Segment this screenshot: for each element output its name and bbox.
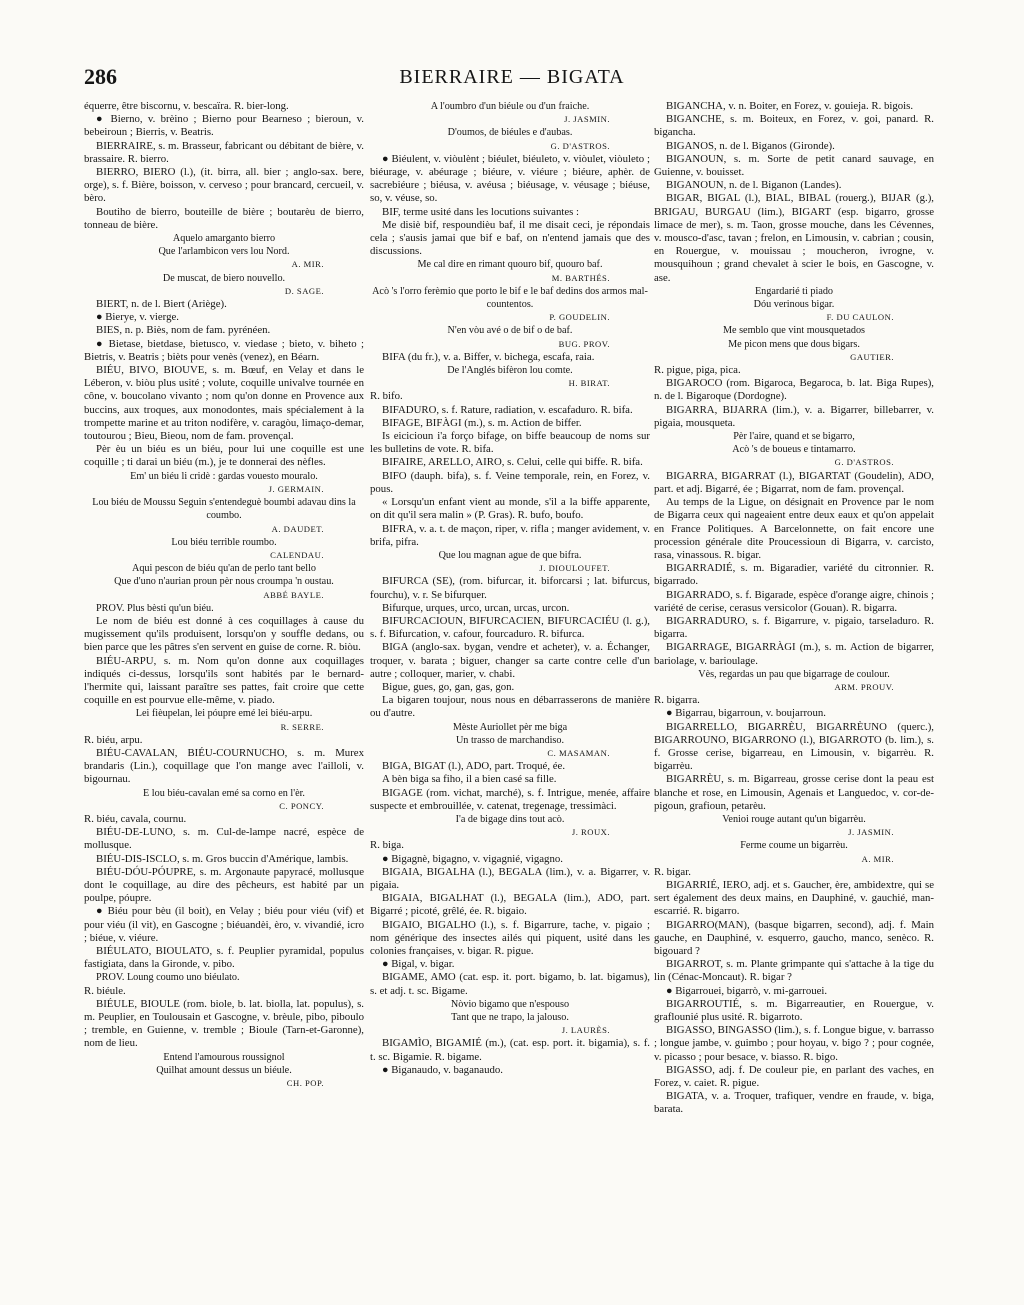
- dictionary-entry: BIFO (dauph. bifa), s. f. Veine temporale, rein, en Forez, v. pous.: [370, 469, 650, 495]
- quotation-line: Lou biéu terrible roumbo.: [171, 536, 277, 548]
- quotation-author: CH. POP.: [286, 1078, 324, 1089]
- dictionary-entry: Bigue, gues, go, gan, gas, gon.: [382, 680, 515, 693]
- dictionary-entry: BIGARRADURO, s. f. Bigarrure, v. pigaio, tarseladuro. R. bigarra.: [654, 614, 934, 641]
- quotation-author: J. JASMIN.: [848, 827, 894, 838]
- quotation-line: Que l'arlambicon vers lou Nord.: [158, 246, 290, 258]
- dictionary-entry: BIGARRO(MAN), (basque bigarren, second), adj. f. Main gauche, en Dauphiné, v. esquerro, gaucho, manco, senèco. R. bigouard ?: [654, 918, 934, 957]
- column-right: [654, 100, 934, 1290]
- proverb-line: PROV. Plus bèsti qu'un biéu.: [96, 602, 214, 614]
- dictionary-entry: Au temps de la Ligue, on désignait en Provence par le nom de Bigarra ceux qui nageaient entre deux eaux et qu'on appelait en France Politiques. A Barcelonnette, on fait encore une procession générale dite Proucessioun di Bigarra, v. carcisto, rasa, vinassous. R. bigar.: [654, 496, 934, 561]
- quotation-author: BUG. PROV.: [558, 338, 610, 349]
- quotation-author: A. MIR.: [291, 259, 324, 270]
- dictionary-entry: BIGANOUN, n. de l. Biganon (Landes).: [666, 179, 842, 192]
- quotation-author: D. SAGE.: [284, 285, 324, 296]
- dictionary-entry: BIÉU, BIVO, BIOUVE, s. m. Bœuf, en Velay et dans le Léberon, v. biòu plus usité ; volute, coquille univalve tournée en cône, v. boucolano vivanto ; nom qu'on donne en Provence aux buccins, aux troques, aux monodontes, mais spécialement à la trompette marine et au triton nodifère, v. caragòu, limaço-demar, toutourou ; Bieu, Bieou, nom de fam. provençal.: [84, 364, 364, 443]
- quotation-author: J. LAURÈS.: [561, 1025, 610, 1036]
- dictionary-entry: BIGAROCO (rom. Bigaroca, Begaroca, b. lat. Biga Rupes), n. de l. Bigaroque (Dordogne).: [654, 377, 934, 403]
- quotation-author: A. DAUDET.: [271, 523, 324, 534]
- quotation-line: Vès, regardas un pau que bigarrage de coulour.: [698, 668, 890, 680]
- dictionary-entry: BIGARROUTIÉ, s. m. Bigarreautier, en Rouergue, v. graflounié plus usité. R. bigarroto.: [654, 997, 934, 1024]
- entry-continuation: R. bigarra.: [654, 694, 700, 707]
- quotation-author: R. SERRE.: [280, 721, 324, 732]
- dictionary-entry: ● Biéu pour bèu (il boit), en Velay ; biéu pour viéu (vif) et pour viéu (il vit), en Gascogne ; biéuandèi, èro, v. vivandié, icro ; biéue, v. viéure.: [84, 905, 364, 944]
- dictionary-entry: Le nom de biéu est donné à ces coquillages à cause du mugissement qu'ils produisent, lorsqu'on y souffle dedans, ou bien parce que les pâtres s'en servent en guise de corne. R. biòu.: [84, 614, 364, 654]
- dictionary-entry: BIGARRADIÉ, s. m. Bigaradier, variété du citronnier. R. bigarrado.: [654, 562, 934, 588]
- entry-continuation: R. biéu, cavala, cournu.: [84, 812, 187, 825]
- quotation-line: Lou biéu de Moussu Seguin s'entendeguè boumbi adavau dins la coumbo.: [92, 497, 356, 522]
- dictionary-entry: BIES, n. p. Biès, nom de fam. pyrénéen.: [96, 324, 271, 337]
- quotation-line: Lei fièupelan, lei póupre emé lei biéu-arpu.: [135, 708, 313, 720]
- column-left: [84, 100, 364, 1290]
- dictionary-entry: BIGAIA, BIGALHAT (l.), BEGALA (lim.), ADO, part. Bigarré ; picoté, grêlé, ée. R. bigaio.: [370, 892, 650, 918]
- quotation-author: P. GOUDELIN.: [549, 312, 610, 323]
- proverb-line: PROV. Loung coumo uno biéulato.: [96, 972, 240, 984]
- quotation-line: Aquelo amarganto bierro: [172, 233, 276, 245]
- dictionary-entry: ● Biganaudo, v. baganaudo.: [382, 1063, 503, 1076]
- dictionary-entry: Bifurque, urques, urco, urcan, urcas, urcon.: [382, 601, 570, 614]
- dictionary-entry: BIGAME, AMO (cat. esp. it. port. bigamo, b. lat. bigamus), s. et adj. t. sc. Bigame.: [370, 971, 650, 997]
- dictionary-entry: BIERRO, BIERO (l.), (it. birra, all. bier ; anglo-sax. bere, orge), s. f. Bière, boisson, v. cerveso ; pour brancard, cercueil, v. bèro.: [84, 166, 364, 205]
- quotation-line: Em' un biéu li cridè : gardas vouesto mouralo.: [130, 470, 318, 482]
- dictionary-entry: ● Biéulent, v. viòulènt ; biéulet, biéuleto, v. viòulet, viòuleto ; biéurage, v. abéurage ; biéure, v. viéure ; biéure, aphèr. de sacrebiéure ; biéusa, v. avéusa ; biéusage, v. véusage ; biéuse, so, v. véuse, so.: [370, 152, 650, 205]
- dictionary-entry: BIFAIRE, ARELLO, AIRO, s. Celui, celle qui biffe. R. bifa.: [382, 456, 643, 469]
- quotation-line: N'en vòu avé o de bif o de baf.: [447, 325, 573, 337]
- quotation-line: Que d'uno n'aurian proun pèr nous croumpa 'n oustau.: [114, 576, 334, 588]
- dictionary-entry: BIERT, n. de l. Biert (Ariège).: [96, 298, 227, 311]
- quotation-author: J. DIOULOUFET.: [539, 563, 610, 574]
- quotation-author: G. D'ASTROS.: [550, 140, 610, 151]
- dictionary-entry: BIGAGE (rom. vichat, marché), s. f. Intrigue, menée, affaire suspecte et embrouillée, v. catenat, tregenage, tressimàci.: [370, 786, 650, 812]
- dictionary-entry: BIGA (anglo-sax. bygan, vendre et acheter), v. a. Échanger, troquer, v. barata ; biguer, changer sa carte contre celle d'un autre ; colloquer, marier, v. chabi.: [370, 641, 650, 680]
- dictionary-entry: BIGAMÌO, BIGAMIÉ (m.), (cat. esp. port. it. bigamia), s. f. t. sc. Bigamie. R. bigame.: [370, 1037, 650, 1063]
- dictionary-entry: BIGANOUN, s. m. Sorte de petit canard sauvage, en Guienne, v. bouisset.: [654, 152, 934, 179]
- dictionary-entry: Me disiè bif, respoundièu baf, il me disait ceci, je répondais cela ; s'ausis jamai que bif e baf, on n'entend jamais que des discussions.: [370, 218, 650, 258]
- quotation-line: Dóu verinous bigar.: [753, 299, 835, 311]
- dictionary-entry: A bèn biga sa fiho, il a bien casé sa fille.: [382, 773, 557, 786]
- dictionary-entry: BIGANOS, n. de l. Biganos (Gironde).: [666, 139, 835, 152]
- dictionary-entry: BIFURCA (SE), (rom. bifurcar, it. biforcarsi ; lat. bifurcus, fourchu), v. r. Se bifurquer.: [370, 575, 650, 601]
- quotation-line: Aqui pescon de biéu qu'an de perlo tant bello: [131, 563, 317, 575]
- dictionary-entry: BIFRA, v. a. t. de maçon, riper, v. rifla ; manger avidement, v. brifa, pifra.: [370, 522, 650, 548]
- dictionary-entry: Boutiho de bierro, bouteille de bière ; boutarèu de bierro, tonneau de bière.: [84, 205, 364, 231]
- quotation-line: Pèr l'aire, quand et se bigarro,: [733, 431, 855, 443]
- entry-continuation: R. pigue, piga, pica.: [654, 364, 741, 377]
- quotation-line: E lou biéu-cavalan emé sa corno en l'èr.: [143, 787, 305, 799]
- entry-continuation: R. bifo.: [370, 390, 403, 403]
- dictionary-entry: ● Bietase, bietdase, bietusco, v. viedase ; bieto, v. biheto ; Bietris, v. Beatris ; bièts pour venès (venez), en Béarn.: [84, 337, 364, 363]
- dictionary-entry: BIERRAIRE, s. m. Brasseur, fabricant ou débitant de bière, v. brassaire. R. bierro.: [84, 139, 364, 165]
- quotation-author: ARM. PROUV.: [834, 681, 894, 692]
- quotation-author: CALENDAU.: [270, 549, 324, 560]
- dictionary-entry: BIÉU-DÓU-PÓUPRE, s. m. Argonaute papyracé, mollusque dont le coquillage, au dire des pêcheurs, est habité par un poulpe, póupre.: [84, 865, 364, 905]
- dictionary-entry: ● Bigarrouei, bigarrò, v. mi-garrouei.: [666, 984, 828, 997]
- column-middle: [370, 100, 650, 1290]
- dictionary-entry: BIGARROT, s. m. Plante grimpante qui s'attache à la tige du lin (Cénac-Moncaut). R. bigar ?: [654, 958, 934, 984]
- quotation-line: Mèste Auriollet pèr me biga: [452, 721, 568, 733]
- dictionary-entry: BIGARRA, BIJARRA (lim.), v. a. Bigarrer, billebarrer, v. pigaia, mousqueta.: [654, 403, 934, 429]
- dictionary-entry: BIGASSO, BINGASSO (lim.), s. f. Longue bigue, v. barrasso ; longue jambe, v. guimbo ; pour hoyau, v. bigo ? ; pour cognée, v. picasso ; pour besace, v. biasso. R. bigo.: [654, 1024, 934, 1063]
- dictionary-entry: ● Bigagnè, bigagno, v. vigagnié, vigagno.: [382, 852, 563, 865]
- quotation-author: GAUTIER.: [850, 351, 894, 362]
- quotation-author: J. ROUX.: [571, 827, 610, 838]
- quotation-line: Acò 's de boueus e tintamarro.: [732, 444, 856, 456]
- dictionary-entry: BIGARRÈU, s. m. Bigarreau, grosse cerise dont la peau est blanche et rose, en Limousin, Agenais et Languedoc, v. cor-de-pigoun, grafioun, petarèu.: [654, 773, 934, 812]
- quotation-line: Engardarié ti piado: [754, 285, 834, 297]
- dictionary-entry: BIGAIO, BIGALHO (l.), s. f. Bigarrure, tache, v. pigaio ; nom générique des insectes ailés qui piquent, usité dans les colonies françaises, v. bigar. R. pigue.: [370, 918, 650, 957]
- dictionary-entry: BIGATA, v. a. Troquer, trafiquer, vendre en fraude, v. biga, barata.: [654, 1090, 934, 1116]
- dictionary-entry: ● Bierno, v. brèino ; Bierno pour Bearneso ; bieroun, v. bebeiroun ; Bierris, v. Beatris.: [84, 113, 364, 139]
- entry-continuation: R. biéu, arpu.: [84, 733, 143, 746]
- dictionary-entry: BIGA, BIGAT (l.), ADO, part. Troqué, ée.: [382, 760, 566, 773]
- dictionary-entry: BIGANCHE, s. m. Boiteux, en Forez, v. goi, panard. R. bigancha.: [654, 113, 934, 139]
- quotation-author: G. D'ASTROS.: [834, 457, 894, 468]
- page-number: 286: [84, 64, 117, 89]
- dictionary-entry: La bigaren toujour, nous nous en débarrasserons de manière ou d'autre.: [370, 694, 650, 720]
- dictionary-entry: BIGARRIÉ, IERO, adj. et s. Gaucher, ère, ambidextre, qui se sert également des deux mains, en Dauphiné, v. gauchié, man-escarrié. R. bigarro.: [654, 878, 934, 918]
- quotation-author: J. JASMIN.: [564, 114, 610, 125]
- dictionary-entry: ● Bierye, v. vierge.: [96, 311, 179, 324]
- quotation-line: Un trasso de marchandiso.: [455, 734, 565, 746]
- quotation-line: Me cal dire en rimant quouro bif, quouro baf.: [417, 259, 603, 271]
- entry-continuation: R. bigar.: [654, 865, 691, 878]
- dictionary-entry: BIFADURO, s. f. Rature, radiation, v. escafaduro. R. bifa.: [382, 403, 633, 416]
- dictionary-entry: ● Bigarrau, bigarroun, v. boujarroun.: [666, 707, 826, 720]
- quotation-author: F. DU CAULON.: [826, 312, 894, 323]
- dictionary-entry: BIGARRADO, s. f. Bigarade, espèce d'orange aigre, chinois ; variété de cerise, cerasus versicolor (Gouan). R. bigarra.: [654, 588, 934, 614]
- quotation-author: J. GERMAIN.: [268, 483, 324, 494]
- quotation-line: Quilhat amount dessus un biéule.: [156, 1064, 292, 1076]
- dictionary-entry: BIGANCHA, v. n. Boiter, en Forez, v. gouieja. R. bigois.: [666, 100, 914, 112]
- quotation-line: Ferme coume un bigarrèu.: [740, 840, 848, 852]
- quotation-line: De muscat, de biero nouvello.: [162, 272, 286, 284]
- quotation-line: Venioi rouge autant qu'un bigarrèu.: [722, 813, 866, 825]
- quotation-line: Que lou magnan ague de que bifra.: [438, 549, 582, 561]
- dictionary-entry: « Lorsqu'un enfant vient au monde, s'il a la biffe apparente, on dit qu'il sera malin » (P. Gras). R. bufo, boufo.: [370, 496, 650, 522]
- dictionary-entry: BIÉU-ARPU, s. m. Nom qu'on donne aux coquillages indiqués ci-dessus, lorsqu'ils sont habités par le bernard-l'hermite qui, laissant paraître ses pattes, fait croire que cette coquille en est pourvue elle-même, v. piado.: [84, 654, 364, 707]
- dictionary-entry: BIF, terme usité dans les locutions suivantes :: [382, 205, 580, 218]
- quotation-author: C. MASAMAN.: [547, 747, 610, 758]
- quotation-line: Entend l'amourous roussignol: [163, 1051, 285, 1063]
- quotation-author: M. BARTHÉS.: [551, 272, 610, 283]
- dictionary-entry: BIFA (du fr.), v. a. Biffer, v. bichega, escafa, raia.: [382, 350, 595, 363]
- quotation-line: Acò 's l'orro ferèmio que porto le bif e le baf dedins dos armos mal-countentos.: [372, 285, 648, 311]
- quotation-line: I'a de bigage dins tout acò.: [455, 813, 565, 825]
- quotation-author: C. PONCY.: [279, 800, 324, 811]
- dictionary-entry: ● Bigal, v. bigar.: [382, 958, 455, 971]
- dictionary-entry: BIGARRAGE, BIGARRÀGI (m.), s. m. Action de bigarrer, bariolage, v. barioulage.: [654, 641, 934, 667]
- entry-continuation: équerre, être biscornu, v. bescaïra. R. bier-long.: [84, 100, 289, 112]
- dictionary-entry: Pèr èu un biéu es un biéu, pour lui une coquille est une coquille ; ti darai un biéu (m.), je te donnerai des nèfles.: [84, 443, 364, 469]
- running-title: BIERRAIRE — BIGATA: [399, 66, 625, 88]
- dictionary-entry: BIGAIA, BIGALHA (l.), BEGALA (lim.), v. a. Bigarrer, v. pigaia.: [370, 865, 650, 891]
- quotation-line: A l'oumbro d'un biéule ou d'un fraiche.: [430, 101, 590, 112]
- dictionary-entry: BIFURCACIOUN, BIFURCACIEN, BIFURCACIÉU (l. g.), s. f. Bifurcation, v. cafour, fourcaduro. R. bifurca.: [370, 614, 650, 641]
- page-header: [84, 64, 940, 94]
- quotation-author: ABBÉ BAYLE.: [263, 589, 324, 600]
- dictionary-entry: Is eicicioun i'a forço bifage, on biffe beaucoup de noms sur les bulletins de vote. R. bifa.: [370, 430, 650, 456]
- quotation-author: H. BIRAT.: [568, 378, 610, 389]
- quotation-line: D'oumos, de biéules e d'aubas.: [447, 127, 573, 139]
- dictionary-entry: BIGAR, BIGAL (l.), BIAL, BIBAL (rouerg.), BIJAR (g.), BRIGAU, BURGAU (lim.), BIGART (esp. bigarro, grosse limace de mer), s. m. Taon, grosse mouche, dans les Cévennes, v. mousco-d'asc, tavan ; frelon, en Limousin, v. cabrian ; cousin, en Rouergue, v. mouissau ; moucheron, ivrogne, v. mousquihoun ; grand chevalet à scier le bois, en Gascogne, v. ase.: [654, 192, 934, 284]
- quotation-line: De l'Anglés bifèron lou comte.: [447, 365, 573, 377]
- dictionary-entry: BIÉU-DE-LUNO, s. m. Cul-de-lampe nacré, espèce de mollusque.: [84, 826, 364, 852]
- dictionary-entry: BIÉU-DIS-ISCLO, s. m. Gros buccin d'Amérique, lambis.: [96, 852, 349, 865]
- dictionary-entry: BIFAGE, BIFÀGI (m.), s. m. Action de biffer.: [382, 416, 582, 429]
- dictionary-entry: BIGARRELLO, BIGARRÈU, BIGARRÈUNO (querc.), BIGARROUNO, BIGARRONO (l.), BIGARROTO (b. lim.), s. f. Grosse cerise, bigarreau, en Limousin, v. bigarrèu. R. bigarrèu.: [654, 720, 934, 773]
- dictionary-entry: BIÉULE, BIOULE (rom. biole, b. lat. biolla, lat. populus), s. m. Peuplier, en Toulousain et Gascogne, v. brèule, pibo, piboulo ; tremble, en Guienne, v. tremble ; Bioule (Tarn-et-Garonne), nom de lieu.: [84, 997, 364, 1050]
- quotation-line: Me picon mens que dous bigars.: [728, 338, 860, 350]
- quotation-line: Tant que ne trapo, la jalouso.: [451, 1012, 569, 1024]
- quotation-author: A. MIR.: [861, 853, 894, 864]
- dictionary-entry: BIÉULATO, BIOULATO, s. f. Peuplier pyramidal, populus fastigiata, dans la Gironde, v. pibo.: [84, 945, 364, 971]
- entry-continuation: R. biéule.: [84, 984, 126, 997]
- quotation-line: Me semblo que vint mousquetados: [722, 325, 866, 337]
- dictionary-entry: BIGASSO, adj. f. De couleur pie, en parlant des vaches, en Forez, v. caiet. R. pigue.: [654, 1063, 934, 1090]
- entry-continuation: R. biga.: [370, 839, 404, 852]
- quotation-line: Nòvio bigamo que n'espouso: [450, 998, 570, 1010]
- dictionary-entry: BIÉU-CAVALAN, BIÉU-COURNUCHO, s. m. Murex brandaris (Lin.), coquillage que l'on mange avec l'ailloli, v. bigournau.: [84, 746, 364, 786]
- dictionary-entry: BIGARRA, BIGARRAT (l.), BIGARTAT (Goudelin), ADO, part. et adj. Bigarré, ée ; Bigarrat, nom de fam. provençal.: [654, 469, 934, 495]
